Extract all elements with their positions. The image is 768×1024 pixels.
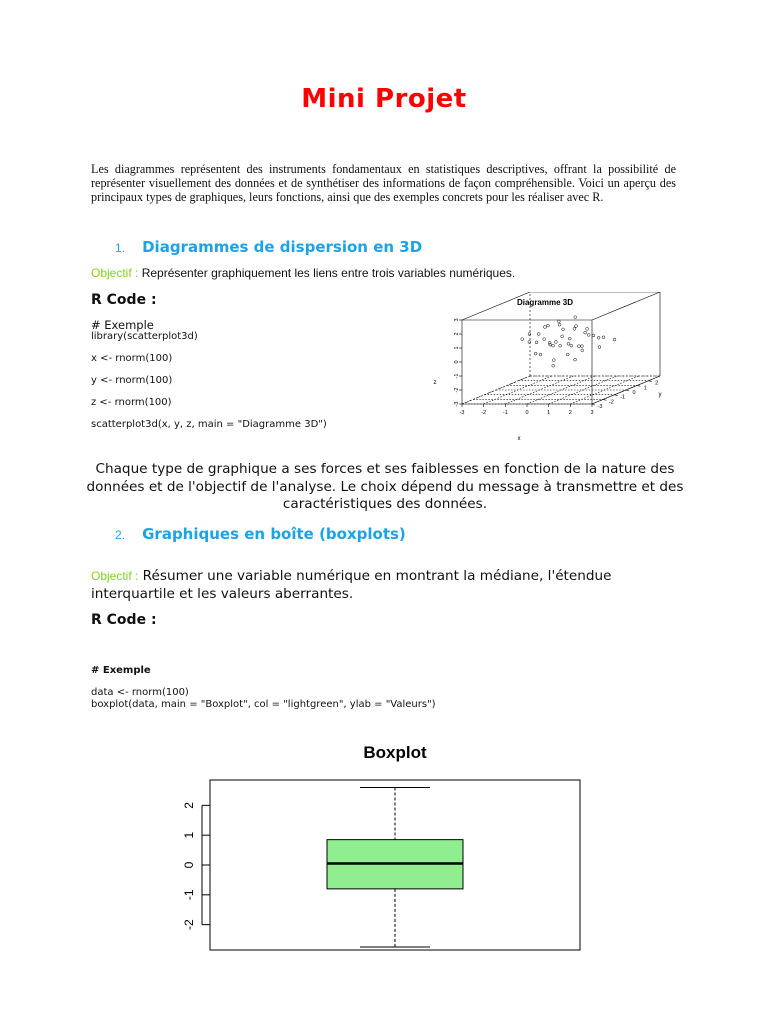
- scatter-point: [555, 341, 558, 344]
- code-line: scatterplot3d(x, y, z, main = "Diagramme 3D"): [91, 419, 327, 430]
- section1-number: 1.: [115, 241, 126, 255]
- chart-title: Diagramme 3D: [516, 298, 574, 307]
- scatter-point: [592, 334, 595, 337]
- y-tick-label: 0: [632, 390, 636, 396]
- scatter-point: [535, 341, 538, 344]
- code-comment: # Exemple: [91, 665, 151, 676]
- scatter-point: [547, 324, 550, 327]
- y-tick-label: -2: [182, 919, 197, 930]
- boxplot-axis: [182, 802, 210, 930]
- scatter-point: [574, 316, 577, 319]
- z-tick-label: 3: [454, 318, 460, 322]
- scatter-point: [574, 358, 577, 361]
- intro-paragraph: Les diagrammes représentent des instruments fondamentaux en statistiques descriptives, offrant la possibilité de représenter visuellement des données et de synthétiser des informations de façon compréhensible. Voici un aperçu des principaux types de graphiques, leurs fonctions, ainsi que des exemples concrets pour les réaliser avec R.: [91, 162, 676, 204]
- code-line: x <- rnorm(100): [91, 353, 173, 364]
- x-tick-label: 0: [525, 410, 529, 416]
- section2-objectif: [91, 568, 691, 603]
- y-tick: [626, 390, 629, 391]
- scatter-point: [613, 338, 616, 341]
- z-tick-label: -3: [454, 401, 460, 407]
- scatter-point: [528, 333, 531, 336]
- scatter-point: [534, 352, 537, 355]
- section1-objectif-text: Représenter graphiquement les liens entre trois variables numériques.: [138, 266, 516, 280]
- section2-rcode-label: R Code :: [91, 612, 157, 628]
- cube-edge: [592, 292, 660, 320]
- y-tick: [592, 404, 595, 405]
- scatter-point: [537, 333, 540, 336]
- boxplot-body: [327, 787, 463, 947]
- scatter3d-ticks: [454, 318, 658, 416]
- scatter3d-points: [521, 316, 616, 367]
- scatter-point: [575, 325, 578, 328]
- x-tick-label: 3: [590, 410, 594, 416]
- scatter-point: [558, 323, 561, 326]
- code-line: z <- rnorm(100): [91, 397, 172, 408]
- section2-heading: [115, 524, 406, 543]
- y-tick-label: -3: [597, 404, 603, 410]
- y-tick: [637, 385, 640, 386]
- scatter-point: [566, 353, 569, 356]
- scatter-point: [570, 344, 573, 347]
- z-tick-label: 1: [454, 346, 460, 350]
- scatter-point: [528, 341, 531, 344]
- scatter-point: [587, 334, 590, 337]
- scatter-point: [559, 344, 562, 347]
- scatter-point: [586, 327, 589, 330]
- y-tick: [649, 381, 652, 382]
- z-tick-label: 0: [454, 360, 460, 364]
- section2-number: 2.: [115, 528, 126, 542]
- y-tick-label: 0: [182, 861, 197, 869]
- scatter3d-chart: [415, 292, 675, 442]
- cube-edge-hidden: [462, 376, 530, 404]
- scatter-point: [544, 326, 547, 329]
- scatter-point: [561, 335, 564, 338]
- scatter-point: [602, 336, 605, 339]
- scatter-point: [557, 320, 560, 323]
- page-title: Mini Projet: [301, 84, 467, 114]
- scatter-point: [584, 331, 587, 334]
- conclusion-paragraph: Chaque type de graphique a ses forces et ses faiblesses en fonction de la nature des données et de l'objectif de l'analyse. Le choix dépend du message à transmettre et des caractéristiques des données.: [86, 461, 684, 512]
- section1-code-block: [91, 319, 327, 431]
- section2-code-block: [91, 665, 436, 711]
- scatter-point: [552, 359, 555, 362]
- chart-title: Boxplot: [363, 743, 427, 762]
- section2-title: Graphiques en boîte (boxplots): [142, 525, 406, 543]
- y-tick-label: 1: [182, 831, 197, 839]
- scatter-point: [548, 341, 551, 344]
- floor-grid-line: [527, 376, 595, 404]
- z-tick-label: 2: [454, 332, 460, 336]
- scatter-point: [543, 338, 546, 341]
- scatter-point: [597, 336, 600, 339]
- section1-objectif-label: Objectif :: [91, 266, 139, 280]
- code-line: data <- rnorm(100): [91, 687, 189, 698]
- scatter-point: [539, 353, 542, 356]
- section1-heading: [115, 237, 422, 256]
- section1-objectif: [91, 266, 515, 280]
- x-axis-label: x: [517, 436, 521, 442]
- section1-rcode-label: R Code :: [91, 292, 157, 308]
- scatter-point: [562, 328, 565, 331]
- scatter3d-box: [462, 292, 660, 404]
- x-tick-label: -3: [459, 410, 465, 416]
- z-axis-label: z: [433, 380, 437, 386]
- scatter-point: [568, 337, 571, 340]
- code-line: library(scatterplot3d): [91, 331, 198, 342]
- z-tick-label: -2: [454, 387, 460, 393]
- scatter-point: [573, 327, 576, 330]
- y-tick: [615, 395, 618, 396]
- y-tick-label: -1: [620, 394, 626, 401]
- y-tick-label: -1: [182, 889, 197, 901]
- x-tick-label: 2: [568, 410, 572, 416]
- scatter-point: [581, 349, 584, 352]
- section2-objectif-label: Objectif :: [91, 569, 139, 583]
- code-line: y <- rnorm(100): [91, 375, 173, 386]
- x-tick-label: -2: [481, 410, 487, 416]
- y-tick-label: 2: [182, 802, 197, 809]
- y-tick-label: -2: [608, 399, 614, 406]
- section1-title: Diagrammes de dispersion en 3D: [142, 238, 423, 256]
- floor-grid-line: [549, 376, 617, 404]
- scatter-point: [521, 338, 524, 341]
- scatter-point: [577, 345, 580, 348]
- x-tick-label: -1: [502, 410, 508, 416]
- y-axis-label: y: [658, 392, 662, 398]
- code-comment: # Exemple: [91, 318, 154, 332]
- x-tick-label: 1: [547, 410, 551, 416]
- y-tick-label: 2: [655, 380, 659, 387]
- z-tick-label: -1: [454, 373, 460, 379]
- scatter-point: [581, 345, 584, 348]
- scatter-point: [549, 343, 552, 346]
- y-tick: [603, 399, 606, 400]
- scatter-point: [567, 342, 570, 345]
- y-tick-label: 1: [643, 385, 647, 392]
- boxplot-chart: [150, 735, 600, 960]
- scatter-point: [552, 344, 555, 347]
- code-line: boxplot(data, main = "Boxplot", col = "lightgreen", ylab = "Valeurs"): [91, 699, 436, 710]
- section2-objectif-text: Résumer une variable numérique en montrant la médiane, l'étendue interquartile et les valeurs aberrantes.: [91, 568, 612, 602]
- scatter-point: [552, 364, 555, 367]
- scatter-point: [598, 346, 601, 349]
